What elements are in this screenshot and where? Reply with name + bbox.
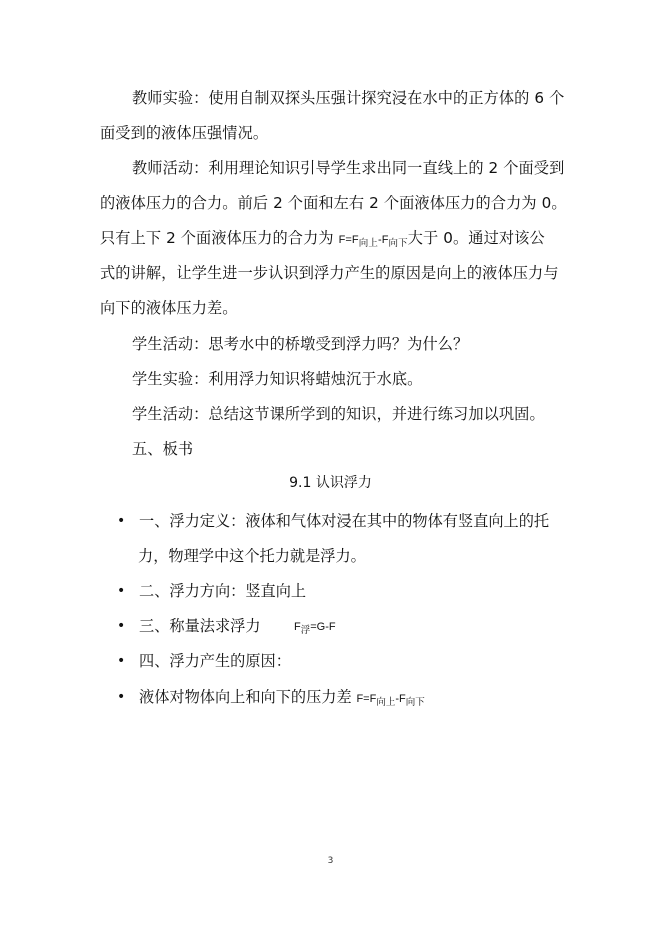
formula-minus: -F [395, 693, 406, 705]
formula-subscript-up: 向上 [376, 697, 396, 708]
formula-main: F [294, 621, 301, 633]
bullet-icon: • [117, 513, 126, 529]
formula-main: F=F [338, 234, 359, 246]
line3-suffix-text: 大于 0。通过对该公 [407, 229, 545, 247]
formula-rest: =G-F [310, 621, 336, 633]
pressure-difference-text: 液体对物体向上和向下的压力差 [139, 688, 357, 706]
paragraph-student-activity-summary: 学生活动：总结这节课所学到的知识，并进行练习加以巩固。 [132, 405, 545, 423]
paragraph-student-experiment-candle: 学生实验：利用浮力知识将蜡烛沉于水底。 [132, 370, 423, 388]
formula-subscript-buoyancy: 浮 [300, 625, 311, 636]
buoyancy-weighing-formula [294, 616, 336, 639]
formula-subscript-up: 向上 [358, 238, 378, 249]
bullet-icon: • [117, 653, 126, 669]
board-item-weighing-text: 三、称量法求浮力 [139, 617, 261, 635]
formula-minus: -F [377, 234, 389, 246]
bullet-icon: • [117, 689, 126, 705]
pressure-difference-formula [338, 234, 408, 249]
pressure-difference-formula [356, 693, 425, 708]
paragraph-teacher-activity-line3 [100, 227, 545, 252]
formula-main: F=F [356, 693, 377, 705]
bullet-icon: • [117, 583, 126, 599]
board-item-direction-text: 二、浮力方向：竖直向上 [139, 582, 307, 600]
formula-subscript-down: 向下 [388, 238, 408, 249]
formula-subscript-down: 向下 [405, 697, 425, 708]
board-item-cause-text: 四、浮力产生的原因： [139, 652, 291, 670]
board-title: 9.1 认识浮力 [289, 475, 372, 491]
paragraph-teacher-activity-line4: 式的讲解，让学生进一步认识到浮力产生的原因是向上的液体压力与 [100, 264, 559, 282]
paragraph-teacher-experiment-line2: 面受到的液体压强情况。 [100, 124, 269, 142]
paragraph-teacher-activity-line2: 的液体压力的合力。前后 2 个面和左右 2 个面液体压力的合力为 0。 [100, 194, 567, 212]
bullet-icon: • [117, 618, 126, 634]
paragraph-teacher-activity-line1: 教师活动：利用理论知识引导学生求出同一直线上的 2 个面受到 [132, 159, 565, 177]
paragraph-teacher-experiment-line1: 教师实验：使用自制双探头压强计探究浸在水中的正方体的 6 个 [132, 89, 565, 107]
line3-prefix-text: 只有上下 2 个面液体压力的合力为 [100, 229, 339, 247]
board-item-definition-line2: 力，物理学中这个托力就是浮力。 [138, 547, 366, 565]
board-item-definition-line1: 一、浮力定义：液体和气体对浸在其中的物体有竖直向上的托 [139, 512, 550, 530]
paragraph-student-activity-bridge: 学生活动：思考水中的桥墩受到浮力吗？为什么？ [132, 335, 469, 353]
section-heading-board: 五、板书 [132, 440, 194, 458]
page-number: 3 [327, 856, 334, 866]
paragraph-teacher-activity-line5: 向下的液体压力差。 [100, 299, 238, 317]
board-item-pressure-difference-line [139, 686, 425, 711]
